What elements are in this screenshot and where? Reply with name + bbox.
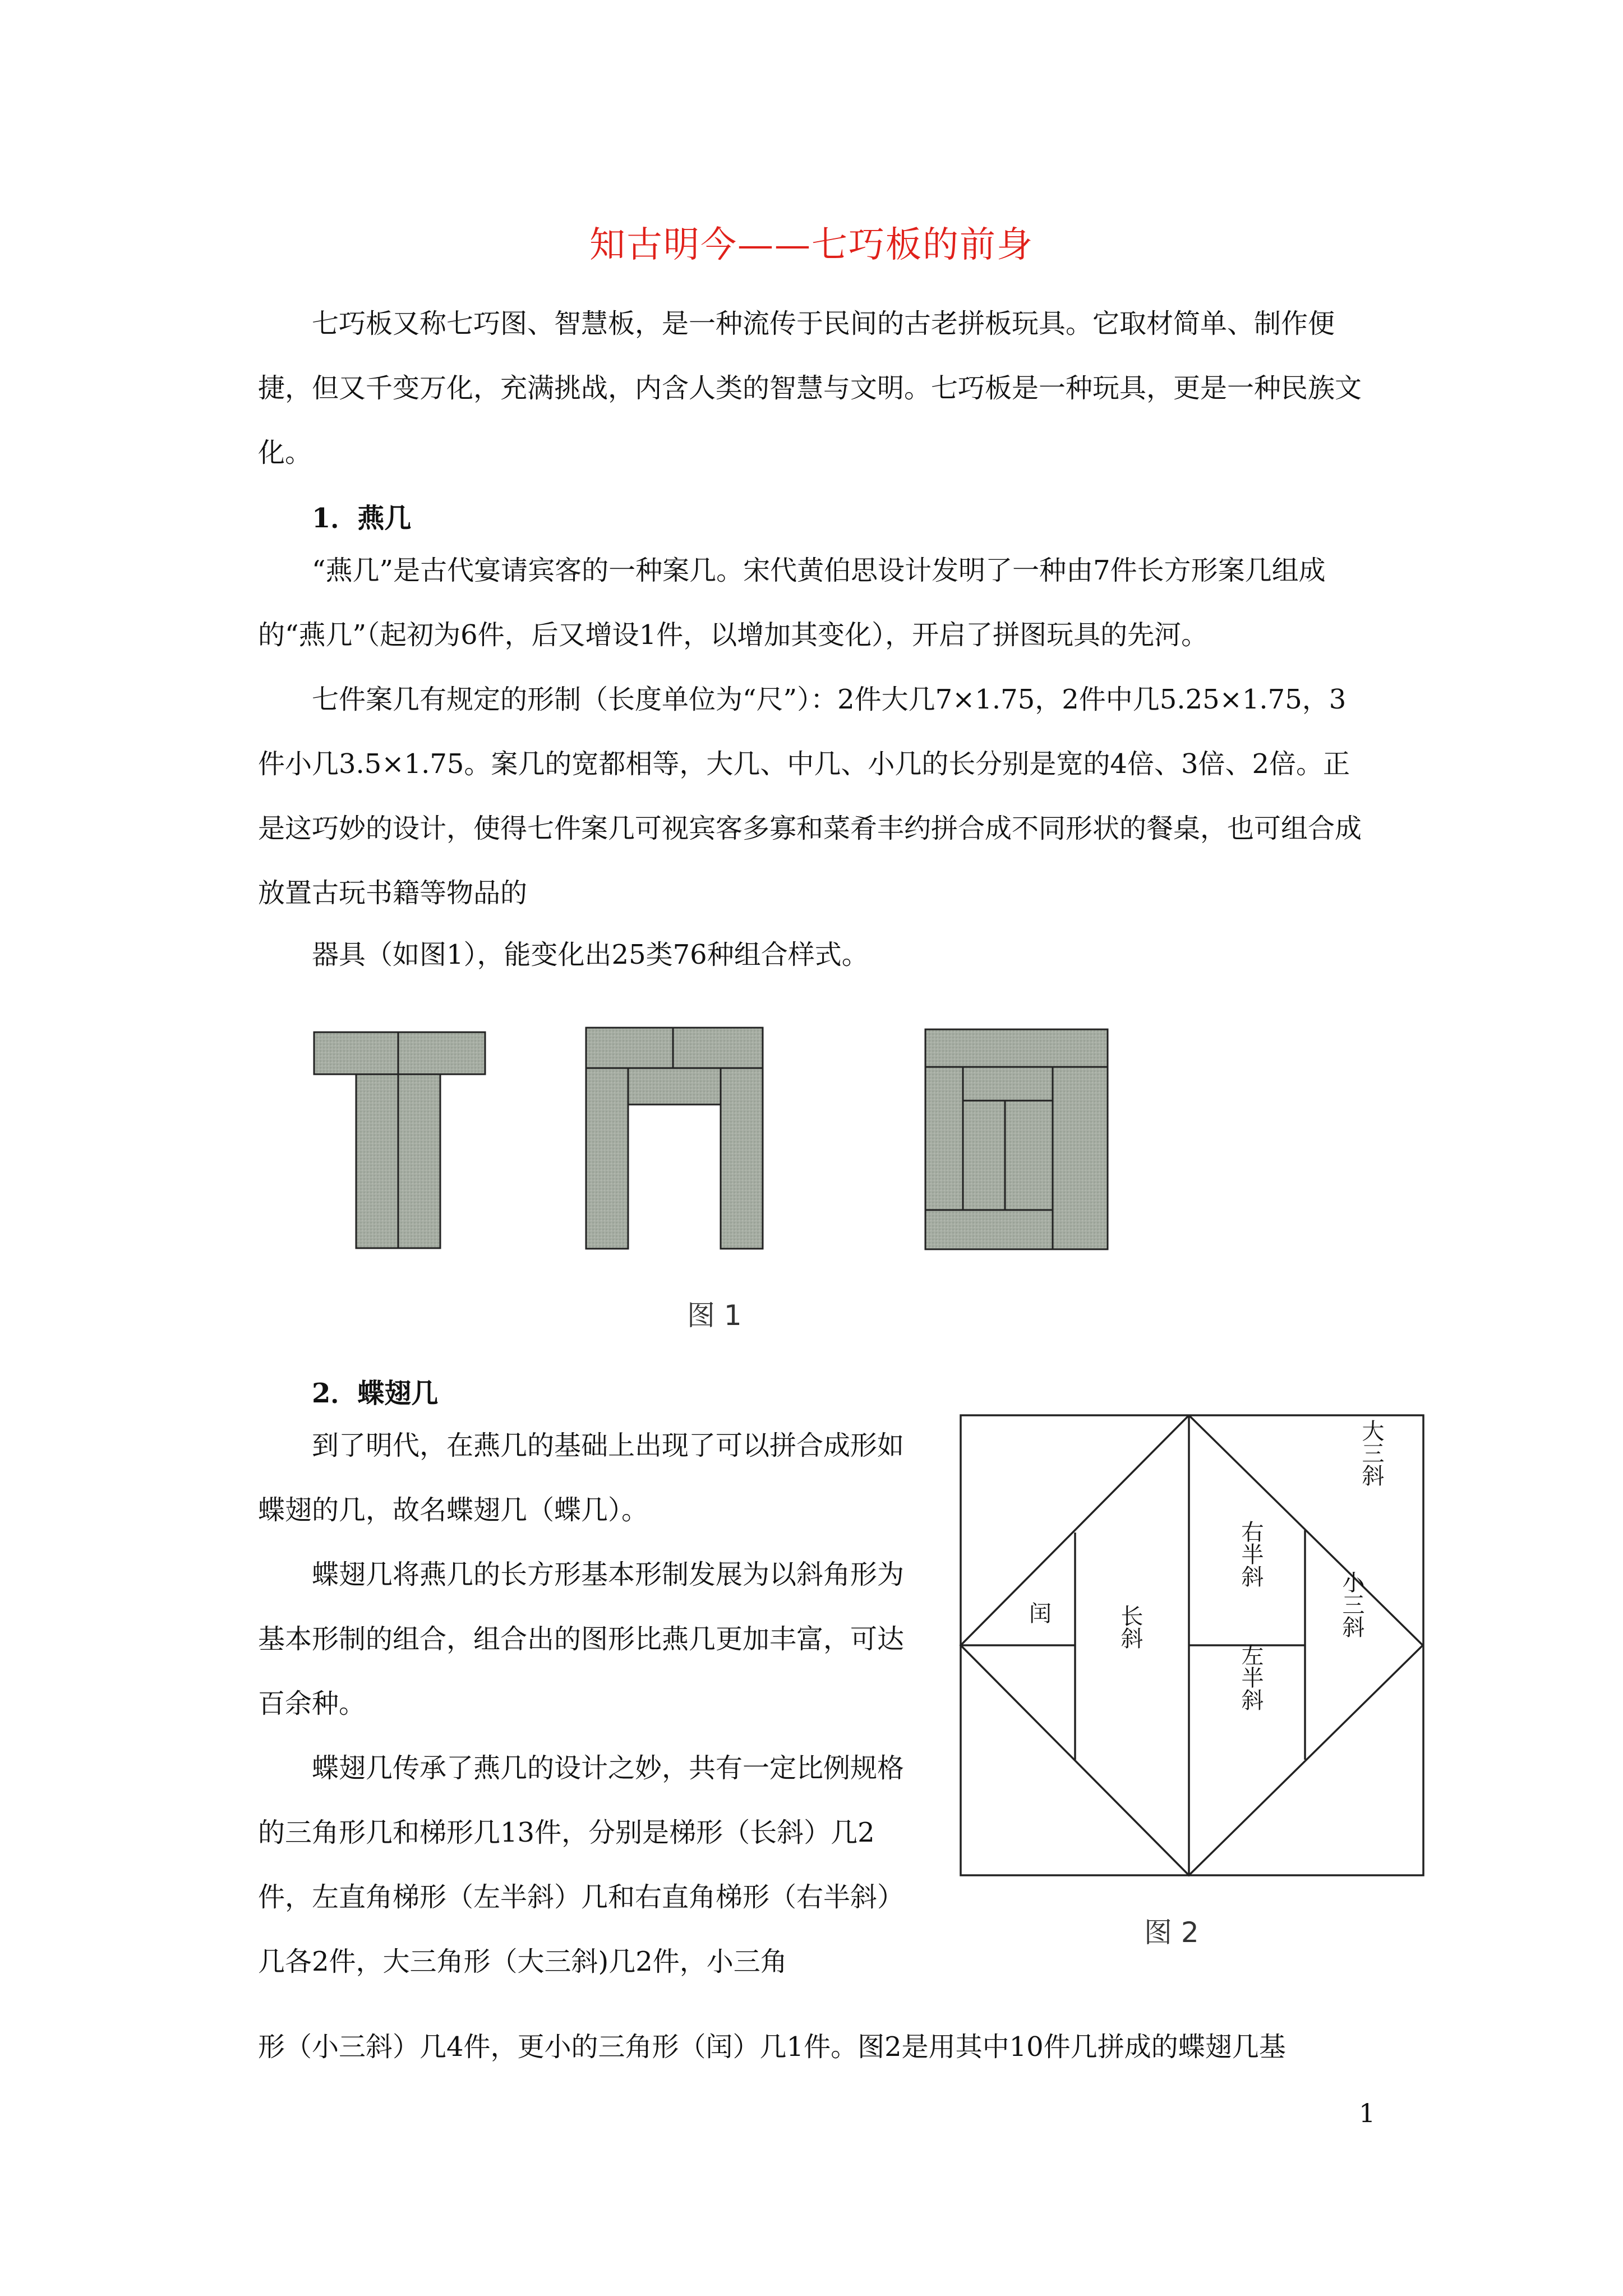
figure-1-square-shape — [925, 1029, 1108, 1249]
section1-paragraph-2: 七件案几有规定的形制（长度单位为“尺”）：2件大几7×1.75，2件中几5.25×1.75，3件小几3.5×1.75。案几的宽都相等，大几、中几、小几的长分别是宽的4倍、3倍、2倍。正是这巧妙的设计，使得七件案几可视宾客多寡和菜肴丰约拼合成不同形状的餐桌，也可组合成放置古玩书籍等物品的 — [258, 684, 1362, 909]
figure-2-caption: 图 2 — [1144, 1916, 1199, 1949]
figure-1 — [303, 1010, 1178, 1268]
label-big-triangle: 大三斜 — [1358, 1419, 1384, 1487]
figure-1-caption: 图 1 — [687, 1299, 742, 1332]
page-title: 知古明今——七巧板的前身 — [589, 224, 1034, 266]
section2-heading: 2．蝶翅几 — [312, 1378, 439, 1409]
label-run: 闰 — [1029, 1601, 1052, 1627]
figure-1-arch-shape — [586, 1028, 763, 1249]
label-left-half: 左半斜 — [1238, 1644, 1264, 1711]
section1-heading: 1．燕几 — [312, 503, 412, 534]
label-long-slant: 长斜 — [1117, 1604, 1143, 1649]
section1-paragraph-1: “燕几”是古代宴请宾客的一种案几。宋代黄伯思设计发明了一种由7件长方形案几组成的“燕几”（起初为6件，后又增设1件，以增加其变化），开启了拼图玩具的先河。 — [258, 555, 1326, 651]
figure-1-t-shape — [314, 1032, 485, 1248]
section2-paragraph-3-continued: 形（小三斜）几4件，更小的三角形（闰）几1件。图2是用其中10件几拼成的蝶翅几基 — [258, 2031, 1286, 2063]
intro-paragraph: 七巧板又称七巧图、智慧板，是一种流传于民间的古老拼板玩具。它取材简单、制作便捷，但又千变万化，充满挑战，内含人类的智慧与文明。七巧板是一种玩具，更是一种民族文化。 — [258, 308, 1362, 468]
page-number: 1 — [1359, 2098, 1376, 2128]
section2-paragraph-3: 蝶翅几传承了燕几的设计之妙，共有一定比例规格的三角形几和梯形几13件，分别是梯形（长斜）几2件，左直角梯形（左半斜）几和右直角梯形（右半斜）几各2件，大三角形（大三斜)几2件，小三角 — [258, 1752, 905, 1977]
section2-paragraph-2: 蝶翅几将燕几的长方形基本形制发展为以斜角形为基本形制的组合，组合出的图形比燕几更加丰富，可达百余种。 — [258, 1559, 905, 1719]
section1-paragraph-3: 器具（如图1），能变化出25类76种组合样式。 — [312, 939, 869, 970]
figure-2 — [959, 1414, 1430, 1885]
section2-paragraph-1: 到了明代，在燕几的基础上出现了可以拼合成形如蝶翅的几，故名蝶翅几（蝶几）。 — [258, 1430, 905, 1526]
label-small-triangle: 小三斜 — [1339, 1571, 1364, 1638]
label-right-half: 右半斜 — [1238, 1520, 1264, 1588]
